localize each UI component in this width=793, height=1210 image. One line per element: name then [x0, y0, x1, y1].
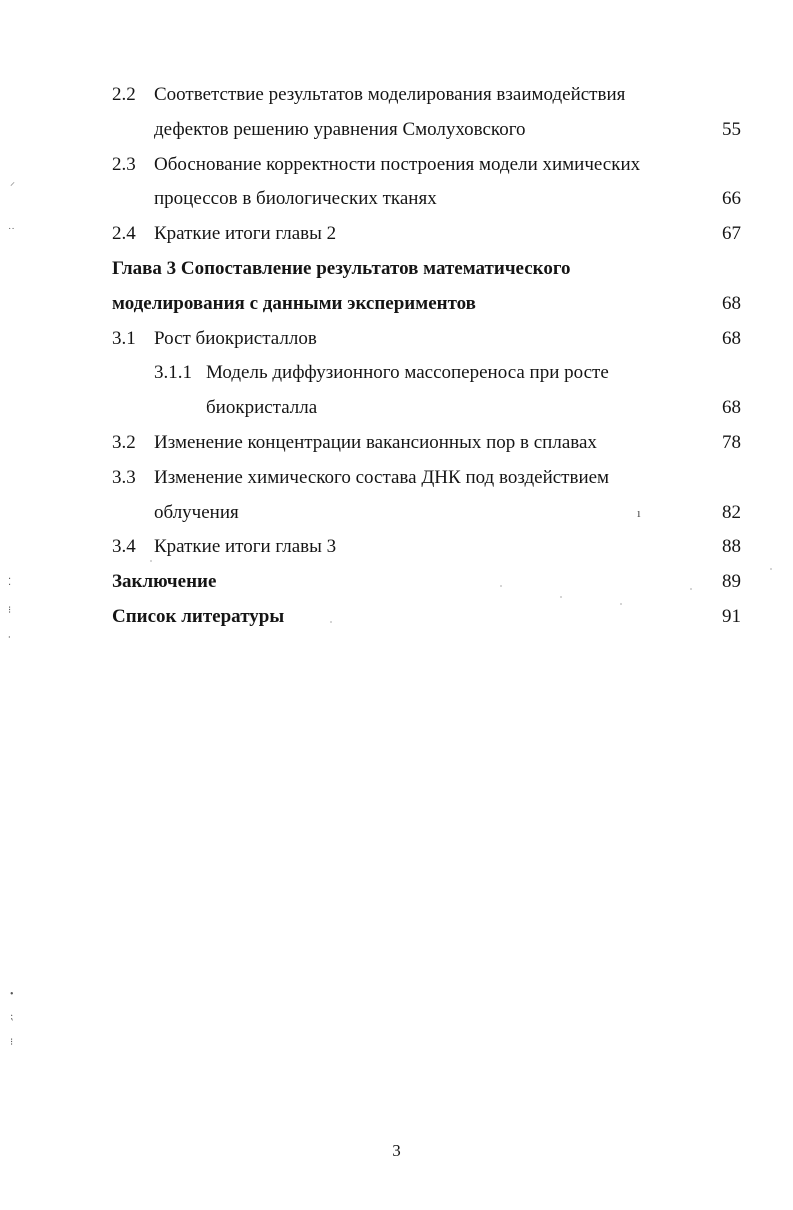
toc-entry-title: Краткие итоги главы 2: [154, 223, 337, 245]
toc-entry-page: 68: [722, 397, 741, 419]
scan-artifact: •: [10, 989, 14, 1000]
toc-entry-title: биокристалла: [206, 397, 318, 419]
toc-entry-title: Заключение: [112, 571, 217, 593]
scan-noise: [500, 585, 502, 587]
toc-entry-page: 88: [722, 536, 741, 558]
scan-noise: [770, 568, 772, 570]
scan-artifact: ⁝: [10, 1037, 14, 1048]
toc-entry: [0, 217, 793, 252]
scan-noise: [690, 588, 692, 590]
toc-entry-title: Изменение химического состава ДНК под воздействием: [154, 466, 610, 488]
toc-entry-title: Краткие итоги главы 3: [154, 536, 337, 558]
scan-noise: [620, 603, 622, 605]
scan-artifact: ⸳: [8, 631, 11, 642]
toc-entry-title: дефектов решению уравнения Смолуховского: [154, 118, 526, 140]
toc-entry-number: 3.2: [112, 431, 136, 453]
toc-entry-continuation: [0, 496, 793, 531]
toc-entry-page: 66: [722, 188, 741, 210]
toc-subentry-continuation: [0, 391, 793, 426]
scan-artifact: ⁚: [8, 577, 12, 588]
toc-entry-number: 2.2: [112, 84, 136, 105]
toc-entry: [0, 426, 793, 461]
toc-entry: [0, 461, 793, 496]
scan-artifact: ⁝: [8, 605, 12, 616]
toc-entry-title: Соответствие результатов моделирования взаимодействия: [154, 84, 626, 105]
toc-entry-number: 3.1.1: [154, 362, 192, 384]
toc-entry-title: Список литературы: [112, 605, 285, 627]
scan-artifact: ⸝: [10, 177, 15, 188]
scan-artifact: ⁏: [10, 1011, 14, 1022]
toc-subentry: [0, 356, 793, 391]
toc-entry-title: процессов в биологических тканях: [154, 188, 437, 210]
toc-entry-page: 91: [722, 605, 741, 627]
toc-entry-page: 68: [722, 327, 741, 349]
toc-entry-number: 3.1: [112, 327, 136, 349]
toc-entry-page: 78: [722, 431, 741, 453]
scan-artifact: ˙˙: [8, 227, 15, 238]
toc-entry-title: Рост биокристаллов: [154, 327, 317, 349]
toc-entry: [0, 530, 793, 565]
toc-entry-title: Модель диффузионного массопереноса при росте: [206, 362, 609, 384]
toc-entry-page: 89: [722, 571, 741, 593]
toc-entry-continuation: [0, 182, 793, 217]
toc-entry-continuation: [0, 113, 793, 148]
toc-chapter-title: моделирования с данными экспериментов: [112, 292, 476, 314]
scan-noise: [560, 596, 562, 598]
toc-chapter-heading: [0, 252, 793, 287]
toc-entry-title: облучения: [154, 501, 239, 523]
toc-entry-page: 67: [722, 223, 741, 245]
table-of-contents: [0, 78, 793, 635]
toc-entry-title: Изменение концентрации вакансионных пор в сплавах: [154, 431, 597, 453]
toc-entry-number: 3.3: [112, 466, 136, 488]
toc-entry-page: 55: [722, 118, 741, 140]
toc-section-references: [0, 600, 793, 635]
scan-noise: [330, 621, 332, 623]
toc-entry: [0, 322, 793, 357]
scan-noise: [150, 560, 152, 562]
toc-chapter-title: Глава 3 Сопоставление результатов математического: [112, 257, 571, 279]
toc-chapter-heading-continuation: [0, 287, 793, 322]
toc-section-conclusion: [0, 565, 793, 600]
toc-entry-page: 82: [722, 501, 741, 523]
toc-entry-number: 2.3: [112, 153, 136, 175]
toc-entry-title: Обоснование корректности построения модели химических: [154, 153, 641, 175]
page-number: 3: [392, 1141, 401, 1160]
toc-entry-number: 3.4: [112, 536, 136, 558]
toc-entry: [0, 148, 793, 183]
toc-entry: [0, 78, 793, 113]
toc-entry-number: 2.4: [112, 223, 136, 245]
toc-entry-page: 68: [722, 292, 741, 314]
scan-artifact: ı: [637, 505, 641, 520]
